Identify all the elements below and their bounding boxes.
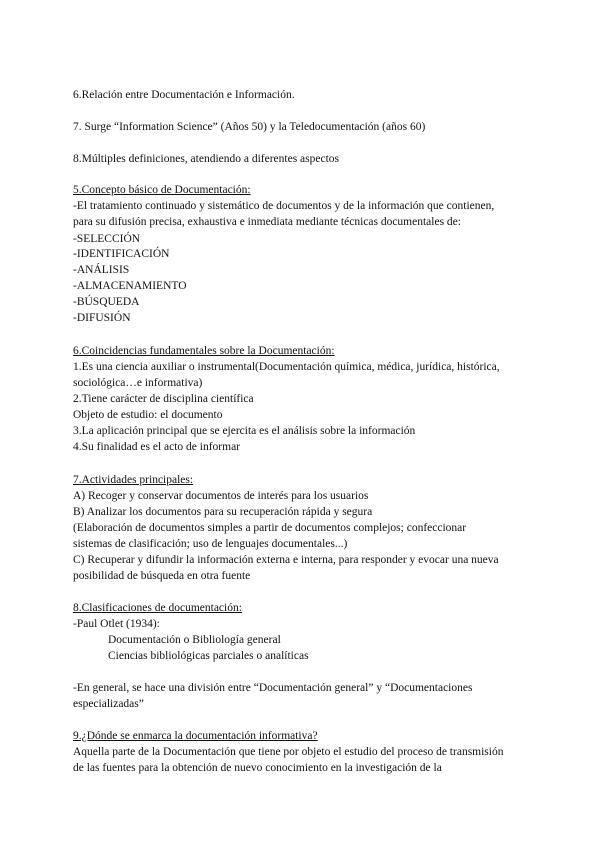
concepto-line: -El tratamiento continuado y sistemático de documentos y de la información que contienen, — [73, 200, 495, 212]
coincidencias-line: 1.Es una ciencia auxiliar o instrumental(Documentación química, médica, jurídica, histórica, — [73, 361, 500, 373]
actividades-heading: 7.Actividades principales: — [73, 474, 194, 486]
donde-line: Aquella parte de la Documentación que tiene por objeto el estudio del proceso de transmisión — [73, 746, 504, 758]
clasificaciones-sub: Ciencias bibliológicas parciales o analíticas — [108, 650, 309, 662]
concepto-item: -SELECCIÓN — [73, 233, 141, 245]
point-8-definiciones: 8.Múltiples definiciones, atendiendo a diferentes aspectos — [73, 153, 340, 165]
donde-line: de las fuentes para la obtención de nuevo conocimiento en la investigación de la — [73, 762, 442, 774]
coincidencias-line: Objeto de estudio: el documento — [73, 409, 223, 421]
actividades-line: A) Recoger y conservar documentos de interés para los usuarios — [73, 490, 369, 502]
concepto-line: para su difusión precisa, exhaustiva e inmediata mediante técnicas documentales de: — [73, 216, 461, 228]
point-6-relacion: 6.Relación entre Documentación e Información. — [73, 89, 295, 101]
actividades-line: sistemas de clasificación; uso de lenguajes documentales...) — [73, 538, 348, 550]
coincidencias-line: 3.La aplicación principal que se ejercita es el análisis sobre la información — [73, 425, 416, 437]
clasificaciones-general: especializadas” — [73, 698, 144, 710]
concepto-item: -BÚSQUEDA — [73, 296, 140, 308]
concepto-item: -IDENTIFICACIÓN — [73, 248, 170, 260]
clasificaciones-author: -Paul Otlet (1934): — [73, 618, 160, 630]
coincidencias-line: 4.Su finalidad es el acto de informar — [73, 441, 241, 453]
donde-heading: 9.¿Dónde se enmarca la documentación informativa? — [73, 730, 318, 742]
point-7-information-science: 7. Surge “Information Science” (Años 50) y la Teledocumentación (años 60) — [73, 121, 426, 133]
actividades-line: C) Recuperar y difundir la información externa e interna, para responder y evocar una nueva — [73, 554, 499, 566]
clasificaciones-sub: Documentación o Bibliología general — [108, 634, 281, 646]
actividades-line: (Elaboración de documentos simples a partir de documentos complejos; confeccionar — [73, 522, 467, 534]
actividades-line: B) Analizar los documentos para su recuperación rápida y segura — [73, 506, 373, 518]
concepto-item: -ANÁLISIS — [73, 264, 130, 276]
concepto-heading: 5.Concepto básico de Documentación: — [73, 184, 251, 196]
concepto-item: -DIFUSIÓN — [73, 312, 131, 324]
coincidencias-line: 2.Tiene carácter de disciplina científica — [73, 393, 254, 405]
actividades-line: posibilidad de búsqueda en otra fuente — [73, 570, 251, 582]
coincidencias-heading: 6.Coincidencias fundamentales sobre la Documentación: — [73, 345, 335, 357]
clasificaciones-heading: 8.Clasificaciones de documentación: — [73, 602, 242, 614]
clasificaciones-general: -En general, se hace una división entre “Documentación general” y “Documentaciones — [73, 682, 473, 694]
concepto-item: -ALMACENAMIENTO — [73, 280, 187, 292]
coincidencias-line: sociológica…e informativa) — [73, 377, 203, 389]
